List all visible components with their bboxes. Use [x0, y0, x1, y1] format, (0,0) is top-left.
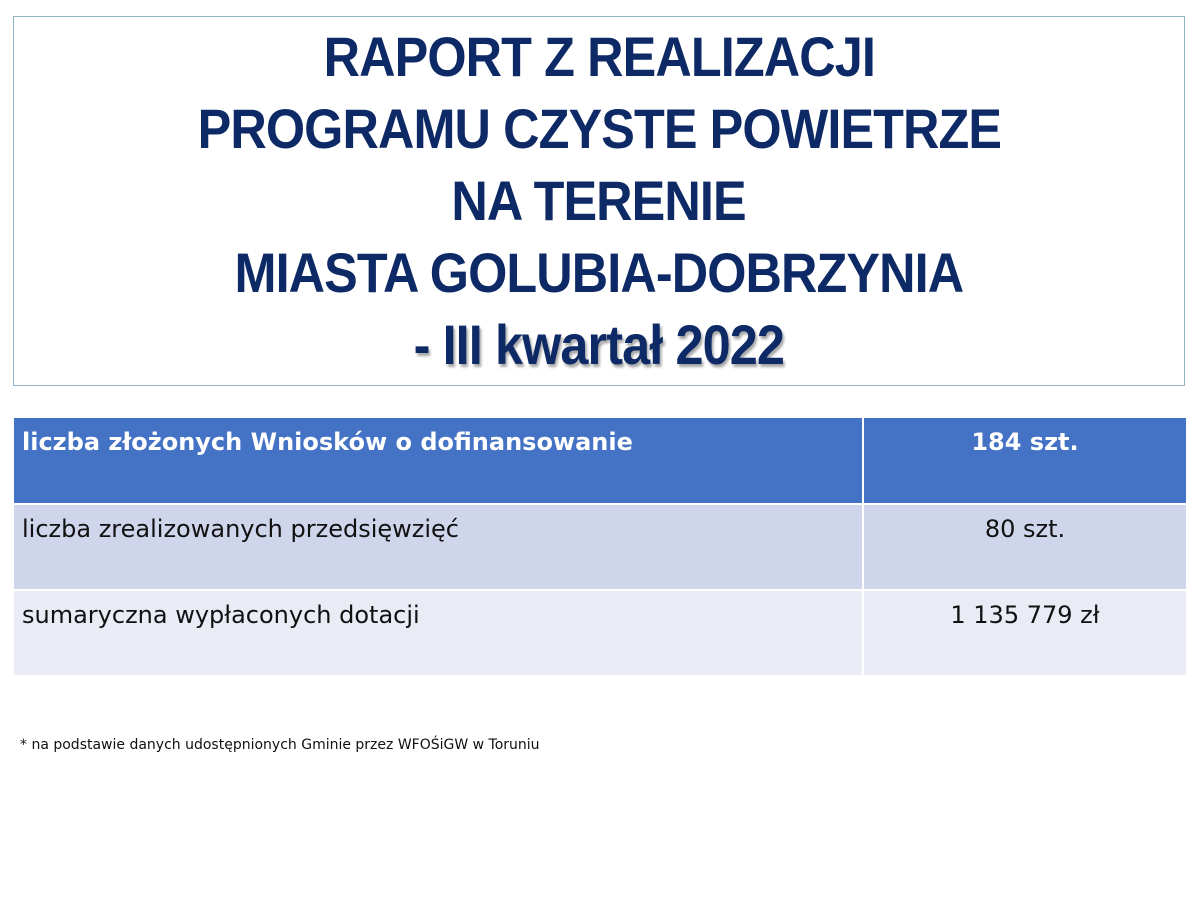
table-row	[14, 418, 1186, 504]
title-line-5: - III kwartał 2022	[413, 313, 785, 376]
row-value-grants: 1 135 779 zł	[863, 590, 1186, 676]
report-title-box	[13, 16, 1185, 386]
title-line-4: MIASTA GOLUBIA-DOBRZYNIA	[234, 241, 964, 304]
row-label-projects: liczba zrealizowanych przedsięwzięć	[14, 504, 863, 590]
title-line-1: RAPORT Z REALIZACJI	[323, 25, 875, 88]
table-row	[14, 504, 1186, 590]
table-row	[14, 590, 1186, 676]
row-label-grants: sumaryczna wypłaconych dotacji	[14, 590, 863, 676]
row-label-applications: liczba złożonych Wniosków o dofinansowanie	[14, 418, 863, 504]
row-value-applications: 184 szt.	[863, 418, 1186, 504]
summary-table	[14, 418, 1186, 677]
title-line-2: PROGRAMU CZYSTE POWIETRZE	[197, 97, 1001, 160]
title-line-3: NA TERENIE	[451, 169, 747, 232]
row-value-projects: 80 szt.	[863, 504, 1186, 590]
footnote: * na podstawie danych udostępnionych Gminie przez WFOŚiGW w Toruniu	[20, 737, 540, 753]
